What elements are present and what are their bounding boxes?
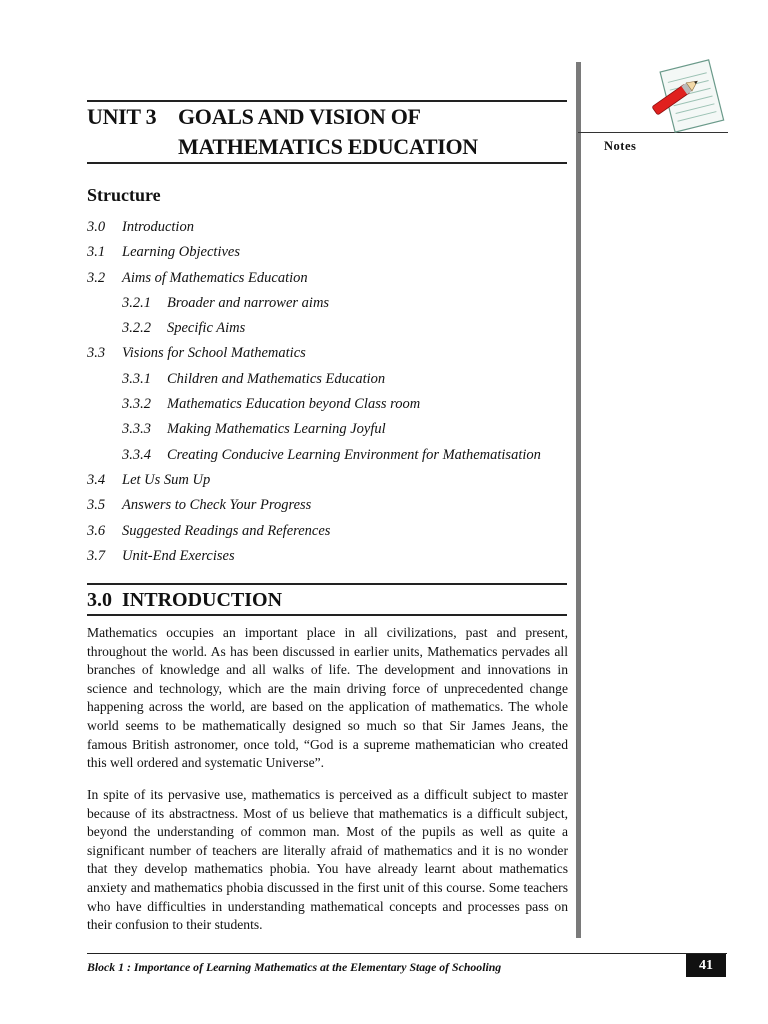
toc-label: Answers to Check Your Progress [122,497,312,514]
toc-label: Broader and narrower aims [167,294,330,311]
toc-subitem [87,445,567,470]
toc-label: Creating Conducive Learning Environment for Mathematisation [167,446,541,463]
toc-label: Unit-End Exercises [122,547,235,564]
sidebar-vertical-rule [576,62,581,938]
page-number: 41 [686,954,726,977]
structure-heading: Structure [87,185,161,205]
toc-number: 3.1 [87,244,106,261]
toc-item [87,217,567,242]
toc-label: Let Us Sum Up [122,471,211,488]
unit-title-line2: MATHEMATICS EDUCATION [178,134,478,159]
toc-label: Making Mathematics Learning Joyful [167,421,386,438]
toc-subitem [87,394,567,419]
toc-number: 3.3.4 [122,446,151,463]
toc-label: Aims of Mathematics Education [122,269,308,286]
toc-subitem [87,369,567,394]
toc-subitem [87,318,567,343]
footer-block-title: Block 1 : Importance of Learning Mathematics at the Elementary Stage of Schooling [87,960,502,974]
toc-label: Visions for School Mathematics [122,345,306,362]
toc-number: 3.4 [87,471,106,488]
structure-list [87,217,567,571]
toc-item [87,343,567,368]
toc-label: Learning Objectives [122,244,240,261]
toc-label: Children and Mathematics Education [167,370,386,387]
toc-number: 3.3.3 [122,421,151,438]
toc-label: Specific Aims [167,320,246,337]
toc-number: 3.2.2 [122,320,151,337]
toc-number: 3.7 [87,547,106,564]
toc-number: 3.2 [87,269,106,286]
section-heading-introduction: 3.0 INTRODUCTION [87,589,283,611]
toc-number: 3.5 [87,497,106,514]
unit-number: UNIT 3 [87,104,157,129]
toc-label: Introduction [122,219,194,235]
toc-number: 3.3.2 [122,396,151,413]
title-top-rule [87,100,567,102]
toc-number: 3.2.1 [122,294,151,311]
toc-item [87,470,567,495]
section-top-rule [87,583,567,585]
toc-label: Suggested Readings and References [122,522,331,539]
notes-label: Notes [604,139,637,153]
toc-subitem [87,293,567,318]
toc-item [87,495,567,520]
toc-item [87,242,567,267]
toc-item [87,521,567,546]
toc-item [87,546,567,571]
intro-paragraph-1: Mathematics occupies an important place in all civilizations, past and present, throughout the world. As has been discussed in earlier units, Mathematics pervades all branches of knowledge and all walks of life. The development and innovations in science and technology, which are the main driving force of unprecedented change happening across the world, are based on the application of mathematics. The whole world seems to be mathematically designed so much so that Sir James Jeans, the famous British astronomer, once told, “God is a supreme mathematician who created this well ordered and systematic Universe”. [87,625,568,771]
toc-item [87,268,567,293]
toc-label: Mathematics Education beyond Class room [167,396,421,413]
toc-number: 3.6 [87,522,106,539]
toc-number: 3.3.1 [122,370,151,387]
footer-rule [87,953,727,954]
intro-paragraph-2: In spite of its pervasive use, mathematics is perceived as a difficult subject to master because of its abstractness. Most of us believe that mathematics is a difficult subject, beyond the understanding of common man. Most of the pupils as well as quite a significant number of teachers are literally afraid of mathematics and it is no wonder that they develop mathematics phobia. You have already learnt about mathematics anxiety and mathematics phobia discussed in the first unit of this course. Some teachers who have difficulties in understanding mathematical concepts and processes pass on their confusion to their students. [87,787,568,933]
unit-title-line1: GOALS AND VISION OF [178,104,421,129]
section-bottom-rule [87,614,567,616]
toc-number: 3.0 [87,219,106,235]
notepad-pencil-icon [645,58,731,136]
toc-number: 3.3 [87,345,106,362]
title-bottom-rule [87,162,567,164]
toc-subitem [87,419,567,444]
